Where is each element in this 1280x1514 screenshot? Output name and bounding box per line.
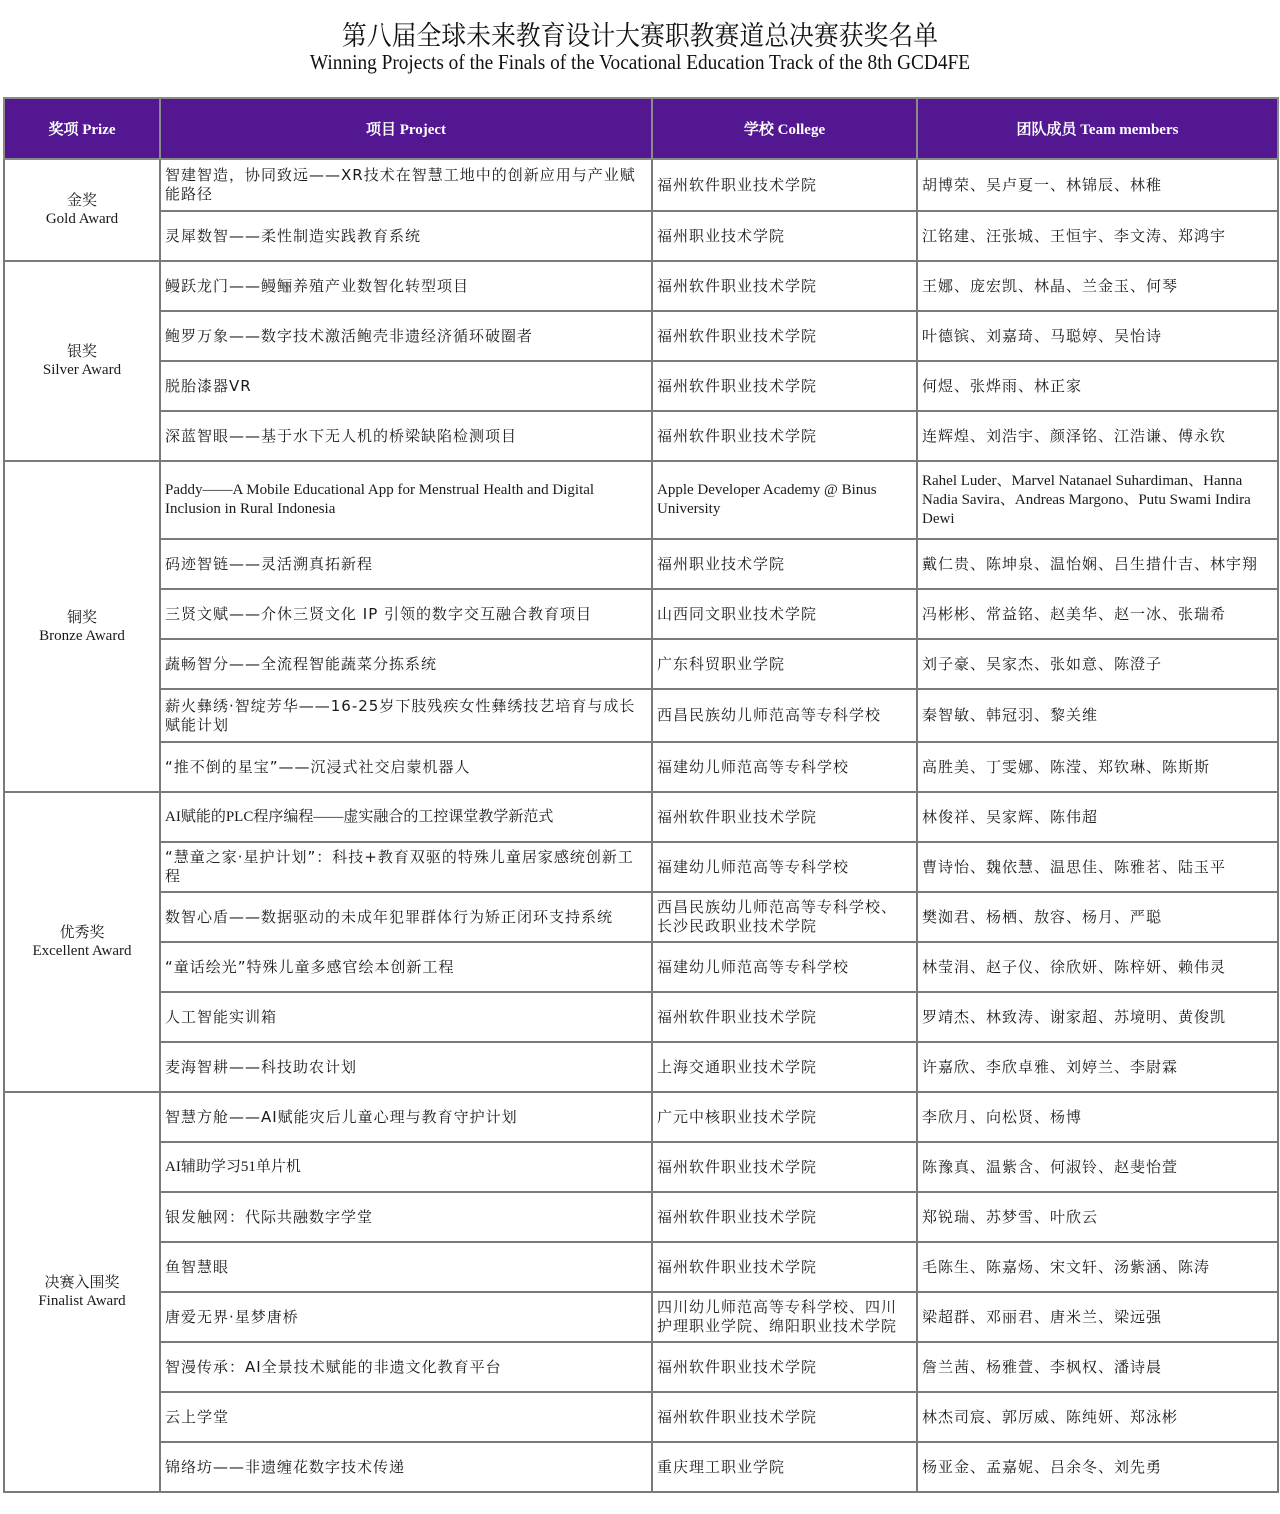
college-cell: 福州软件职业技术学院 [652, 992, 917, 1042]
team-members-cell: 林杰司宸、郭厉威、陈纯妍、郑泳彬 [917, 1392, 1278, 1442]
project-cell: 人工智能实训箱 [160, 992, 652, 1042]
table-row [4, 159, 1278, 211]
project-cell: AI赋能的PLC程序编程——虚实融合的工控课堂教学新范式 [160, 792, 652, 842]
table-row [4, 311, 1278, 361]
team-members-cell: 杨亚金、孟嘉妮、吕余冬、刘先勇 [917, 1442, 1278, 1492]
project-cell: 灵犀数智——柔性制造实践教育系统 [160, 211, 652, 261]
team-members-cell: 冯彬彬、常益铭、赵美华、赵一冰、张瑞希 [917, 589, 1278, 639]
college-cell: 福州软件职业技术学院 [652, 1142, 917, 1192]
team-members-cell: 连辉煌、刘浩宇、颜泽铭、江浩谦、傅永钦 [917, 411, 1278, 461]
prize-cell [4, 1092, 160, 1492]
prize-cell [4, 461, 160, 792]
team-members-cell: 高胜美、丁雯娜、陈滢、郑钦琳、陈斯斯 [917, 742, 1278, 792]
college-cell: 福州软件职业技术学院 [652, 1342, 917, 1392]
table-row [4, 1292, 1278, 1342]
college-cell: 福州软件职业技术学院 [652, 1242, 917, 1292]
college-cell: 福建幼儿师范高等专科学校 [652, 742, 917, 792]
college-cell: 福州软件职业技术学院 [652, 159, 917, 211]
team-members-cell: 秦智敏、韩冠羽、黎关维 [917, 689, 1278, 742]
project-cell: 蔬畅智分——全流程智能蔬菜分拣系统 [160, 639, 652, 689]
prize-cell [4, 159, 160, 261]
table-row [4, 1142, 1278, 1192]
college-cell: 西昌民族幼儿师范高等专科学校、长沙民政职业技术学院 [652, 892, 917, 942]
college-cell: 福建幼儿师范高等专科学校 [652, 842, 917, 892]
project-cell: 麦海智耕——科技助农计划 [160, 1042, 652, 1092]
table-row [4, 942, 1278, 992]
team-members-cell: 刘子豪、吴家杰、张如意、陈澄子 [917, 639, 1278, 689]
project-cell: “推不倒的星宝”——沉浸式社交启蒙机器人 [160, 742, 652, 792]
team-members-cell: 郑锐瑞、苏梦雪、叶欣云 [917, 1192, 1278, 1242]
college-cell: 广东科贸职业学院 [652, 639, 917, 689]
project-cell: 数智心盾——数据驱动的未成年犯罪群体行为矫正闭环支持系统 [160, 892, 652, 942]
header-college: 学校 College [652, 98, 917, 159]
team-members-cell: 林莹涓、赵子仪、徐欣妍、陈梓妍、赖伟灵 [917, 942, 1278, 992]
prize-name-en: Silver Award [42, 362, 122, 378]
college-cell: 重庆理工职业学院 [652, 1442, 917, 1492]
table-row [4, 461, 1278, 539]
college-cell: 福州职业技术学院 [652, 539, 917, 589]
prize-name-zh: 银奖 [66, 342, 97, 360]
table-row [4, 1442, 1278, 1492]
team-members-cell: 詹兰茜、杨雅萱、李枫权、潘诗晨 [917, 1342, 1278, 1392]
college-cell: 福州职业技术学院 [652, 211, 917, 261]
team-members-cell: 胡博荣、吴卢夏一、林锦辰、林稚 [917, 159, 1278, 211]
project-cell: 唐爱无界·星梦唐桥 [160, 1292, 652, 1342]
team-members-cell: 樊洳君、杨栖、敖容、杨月、严聪 [917, 892, 1278, 942]
table-row [4, 539, 1278, 589]
table-row [4, 842, 1278, 892]
team-members-cell: 戴仁贵、陈坤泉、温怡娴、吕生措什吉、林宇翔 [917, 539, 1278, 589]
team-members-cell: 毛陈生、陈嘉炀、宋文轩、汤紫涵、陈涛 [917, 1242, 1278, 1292]
project-cell: 智漫传承：AI全景技术赋能的非遗文化教育平台 [160, 1342, 652, 1392]
team-members-cell: 曹诗怡、魏依慧、温思佳、陈雅茗、陆玉平 [917, 842, 1278, 892]
prize-name-zh: 铜奖 [66, 607, 97, 626]
project-cell: 鲍罗万象——数字技术激活鲍壳非遗经济循环破圈者 [160, 311, 652, 361]
project-cell: 智建智造，协同致远——XR技术在智慧工地中的创新应用与产业赋能路径 [160, 159, 652, 211]
team-members-cell: 梁超群、邓丽君、唐米兰、梁远强 [917, 1292, 1278, 1342]
header-prize: 奖项 Prize [4, 98, 160, 159]
prize-name-en: Gold Award [45, 211, 119, 227]
project-cell: 鳗跃龙门——鳗鲡养殖产业数智化转型项目 [160, 261, 652, 311]
project-cell: 云上学堂 [160, 1392, 652, 1442]
project-cell: 深蓝智眼——基于水下无人机的桥梁缺陷检测项目 [160, 411, 652, 461]
prize-name-en: Finalist Award [38, 1293, 126, 1309]
team-members-cell: 叶德镔、刘嘉琦、马聪婷、吴怡诗 [917, 311, 1278, 361]
table-row [4, 992, 1278, 1042]
table-header-row [4, 98, 1278, 159]
table-row [4, 261, 1278, 311]
college-cell: Apple Developer Academy @ Binus University [652, 461, 917, 539]
college-cell: 山西同文职业技术学院 [652, 589, 917, 639]
project-cell: 智慧方舱——AI赋能灾后儿童心理与教育守护计划 [160, 1092, 652, 1142]
prize-name-en: Excellent Award [32, 943, 132, 959]
project-cell: 脱胎漆器VR [160, 361, 652, 411]
college-cell: 福州软件职业技术学院 [652, 411, 917, 461]
table-row [4, 1342, 1278, 1392]
project-cell: 码迹智链——灵活溯真拓新程 [160, 539, 652, 589]
college-cell: 福州软件职业技术学院 [652, 261, 917, 311]
page-title-zh: 第八届全球未来教育设计大赛职教赛道总决赛获奖名单 [341, 21, 939, 52]
college-cell: 福州软件职业技术学院 [652, 792, 917, 842]
team-members-cell: 何煜、张烨雨、林正家 [917, 361, 1278, 411]
college-cell: 福州软件职业技术学院 [652, 1392, 917, 1442]
table-row [4, 892, 1278, 942]
college-cell: 福州软件职业技术学院 [652, 1192, 917, 1242]
prize-name-en: Bronze Award [39, 627, 125, 644]
project-cell: 锦络坊——非遗缠花数字技术传递 [160, 1442, 652, 1492]
college-cell: 福州软件职业技术学院 [652, 311, 917, 361]
header-team-members: 团队成员 Team members [917, 98, 1278, 159]
college-cell: 上海交通职业技术学院 [652, 1042, 917, 1092]
project-cell: 银发触网：代际共融数字学堂 [160, 1192, 652, 1242]
table-row [4, 1092, 1278, 1142]
team-members-cell: 陈豫真、温紫含、何淑铃、赵斐怡萱 [917, 1142, 1278, 1192]
team-members-cell: 李欣月、向松贤、杨博 [917, 1092, 1278, 1142]
table-body [4, 159, 1278, 1492]
table-row [4, 211, 1278, 261]
college-cell: 福建幼儿师范高等专科学校 [652, 942, 917, 992]
project-cell: 薪火彝绣·智绽芳华——16-25岁下肢残疾女性彝绣技艺培育与成长赋能计划 [160, 689, 652, 742]
project-cell: 鱼智慧眼 [160, 1242, 652, 1292]
project-cell: AI辅助学习51单片机 [160, 1142, 652, 1192]
project-cell: “童话绘光”特殊儿童多感官绘本创新工程 [160, 942, 652, 992]
prize-name-zh: 决赛入围奖 [44, 1273, 120, 1291]
college-cell: 福州软件职业技术学院 [652, 361, 917, 411]
team-members-cell: 罗靖杰、林致涛、谢家超、苏境明、黄俊凯 [917, 992, 1278, 1042]
prize-name-zh: 金奖 [66, 191, 97, 209]
project-cell: 三贤文赋——介休三贤文化 IP 引领的数字交互融合教育项目 [160, 589, 652, 639]
prize-cell [4, 261, 160, 461]
table-row [4, 1192, 1278, 1242]
table-row [4, 742, 1278, 792]
prize-name-zh: 优秀奖 [59, 923, 105, 941]
team-members-cell: 许嘉欣、李欣卓雅、刘婷兰、李尉霖 [917, 1042, 1278, 1092]
table-row [4, 792, 1278, 842]
table-row [4, 361, 1278, 411]
table-row [4, 639, 1278, 689]
team-members-cell: 王娜、庞宏凯、林晶、兰金玉、何琴 [917, 261, 1278, 311]
table-row [4, 1042, 1278, 1092]
header-project: 项目 Project [160, 98, 652, 159]
prize-cell [4, 792, 160, 1092]
table-row [4, 1392, 1278, 1442]
table-row [4, 689, 1278, 742]
team-members-cell: 江铭建、汪张城、王恒宇、李文涛、郑鸿宇 [917, 211, 1278, 261]
table-row [4, 589, 1278, 639]
table-row [4, 411, 1278, 461]
project-cell: Paddy——A Mobile Educational App for Menstrual Health and Digital Inclusion in Rural Indonesia [160, 461, 652, 539]
project-cell: “慧童之家·星护计划”：科技+教育双驱的特殊儿童居家感统创新工程 [160, 842, 652, 892]
page-title-en: Winning Projects of the Finals of the Vocational Education Track of the 8th GCD4FE [309, 50, 971, 74]
college-cell: 四川幼儿师范高等专科学校、四川护理职业学院、绵阳职业技术学院 [652, 1292, 917, 1342]
college-cell: 广元中核职业技术学院 [652, 1092, 917, 1142]
table-row [4, 1242, 1278, 1292]
awards-table [3, 97, 1279, 1493]
team-members-cell: Rahel Luder、Marvel Natanael Suhardiman、Hanna Nadia Savira、Andreas Margono、Putu Swami Indira Dewi [917, 461, 1278, 539]
team-members-cell: 林俊祥、吴家辉、陈伟超 [917, 792, 1278, 842]
college-cell: 西昌民族幼儿师范高等专科学校 [652, 689, 917, 742]
